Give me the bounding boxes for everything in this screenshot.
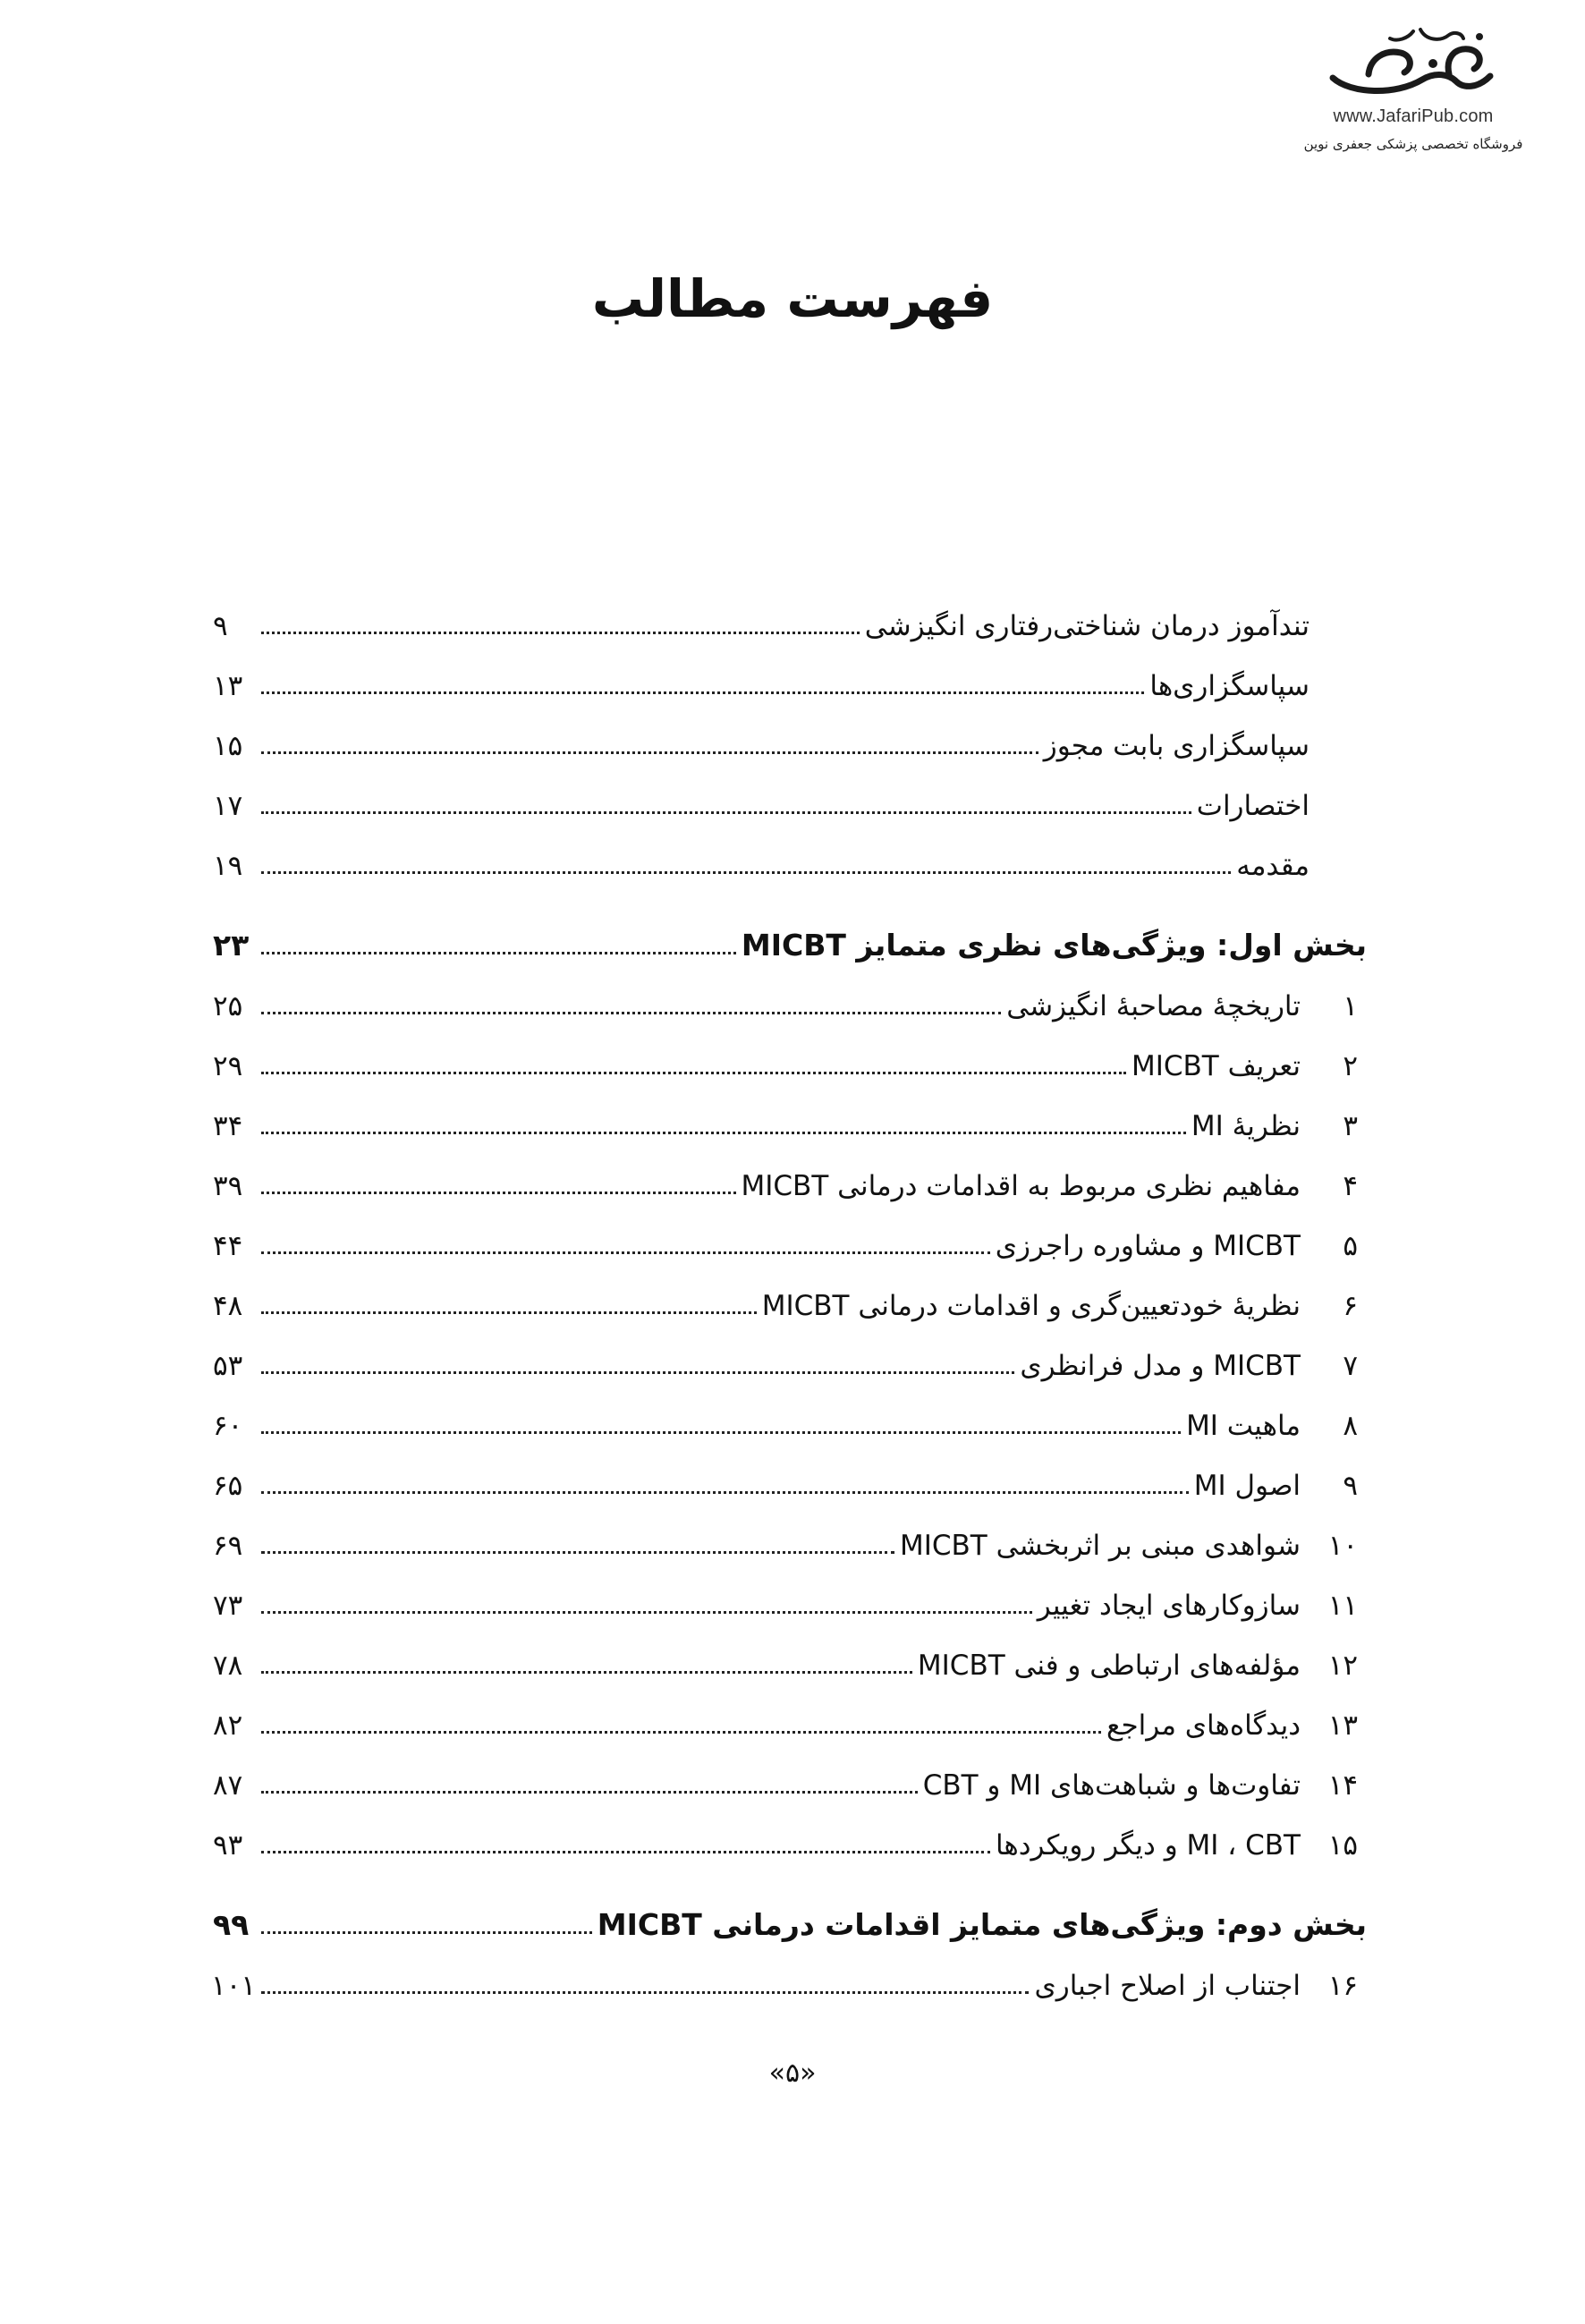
chapter-title: مفاهیم نظری مربوط به اقدامات درمانی MICBT bbox=[741, 1169, 1301, 1202]
toc-chapter[interactable] bbox=[213, 1683, 1367, 1743]
chapter-title: اجتناب از اصلاح اجباری bbox=[1034, 1969, 1301, 2002]
toc-part-title: بخش دوم: ویژگی‌های متمایز اقدامات درمانی MICBT bbox=[597, 1907, 1367, 1943]
toc-entry[interactable] bbox=[213, 643, 1367, 703]
chapter-number: ۱۳ bbox=[1327, 1709, 1358, 1742]
toc-entry-title: سپاسگزاری‌ها bbox=[1149, 669, 1310, 702]
toc-chapter[interactable] bbox=[213, 1503, 1367, 1563]
dot-leader bbox=[261, 1551, 894, 1554]
toc-chapter[interactable] bbox=[213, 1323, 1367, 1383]
toc-chapter[interactable] bbox=[213, 1203, 1367, 1263]
chapter-page: ۶۹ bbox=[213, 1529, 243, 1562]
dot-leader bbox=[261, 1072, 1126, 1074]
dot-leader bbox=[261, 952, 736, 954]
chapter-title: ماهیت MI bbox=[1186, 1409, 1301, 1442]
chapter-number: ۳ bbox=[1343, 1109, 1358, 1142]
chapter-page: ۴۴ bbox=[213, 1229, 243, 1262]
toc-chapter[interactable] bbox=[213, 1802, 1367, 1862]
chapter-page: ۷۸ bbox=[213, 1649, 243, 1682]
dot-leader bbox=[261, 1931, 592, 1934]
chapter-page: ۴۸ bbox=[213, 1289, 243, 1322]
chapter-page: ۶۵ bbox=[213, 1469, 243, 1502]
chapter-number: ۹ bbox=[1343, 1469, 1358, 1502]
chapter-page: ۹۳ bbox=[213, 1828, 243, 1862]
dot-leader bbox=[261, 1371, 1014, 1374]
chapter-page: ۶۰ bbox=[213, 1409, 243, 1442]
toc-entry-title: سپاسگزاری بابت مجوز bbox=[1043, 729, 1310, 762]
dot-leader bbox=[261, 1611, 1032, 1614]
chapter-page: ۵۳ bbox=[213, 1349, 243, 1382]
toc-entry[interactable] bbox=[213, 763, 1367, 823]
chapter-title: MICBT و مشاوره راجرزی bbox=[995, 1229, 1301, 1262]
dot-leader bbox=[261, 1132, 1186, 1134]
chapter-number: ۱۰ bbox=[1327, 1529, 1358, 1562]
chapter-number: ۲ bbox=[1343, 1049, 1358, 1082]
chapter-title: سازوکارهای ایجاد تغییر bbox=[1037, 1589, 1301, 1622]
chapter-title: نظریهٔ خودتعیین‌گری و اقدامات درمانی MICBT bbox=[761, 1289, 1301, 1322]
toc-part-page: ۲۳ bbox=[213, 928, 250, 963]
chapter-page: ۲۵ bbox=[213, 989, 243, 1022]
chapter-number: ۵ bbox=[1343, 1229, 1358, 1262]
chapter-title: دیدگاه‌های مراجع bbox=[1106, 1709, 1301, 1742]
publisher-tagline: فروشگاه تخصصی پزشکی جعفری نوین bbox=[1303, 136, 1523, 152]
chapter-number: ۱ bbox=[1343, 989, 1358, 1022]
page-title: فهرست مطالب bbox=[591, 268, 994, 329]
dot-leader bbox=[261, 751, 1038, 754]
toc-entry-page: ۱۷ bbox=[213, 789, 243, 822]
chapter-page: ۸۷ bbox=[213, 1768, 243, 1802]
dot-leader bbox=[261, 1791, 918, 1794]
toc-part-page: ۹۹ bbox=[213, 1907, 250, 1943]
toc-entry-page: ۱۳ bbox=[213, 669, 243, 702]
chapter-number: ۶ bbox=[1343, 1289, 1358, 1322]
dot-leader bbox=[261, 1731, 1101, 1734]
dot-leader bbox=[261, 1431, 1181, 1434]
chapter-number: ۷ bbox=[1343, 1349, 1358, 1382]
chapter-number: ۱۵ bbox=[1327, 1828, 1358, 1862]
toc-part-heading[interactable] bbox=[213, 1879, 1367, 1943]
chapter-number: ۴ bbox=[1343, 1169, 1358, 1202]
toc-chapter[interactable] bbox=[213, 1383, 1367, 1443]
chapter-page: ۱۰۱ bbox=[211, 1969, 256, 2002]
chapter-title: MI ، CBT و دیگر رویکردها bbox=[995, 1828, 1301, 1862]
publisher-logo bbox=[1279, 22, 1547, 152]
chapter-number: ۱۲ bbox=[1327, 1649, 1358, 1682]
chapter-title: نظریهٔ MI bbox=[1191, 1109, 1301, 1142]
publisher-url: www.JafariPub.com bbox=[1333, 106, 1494, 126]
toc-entry-title: مقدمه bbox=[1236, 849, 1310, 882]
chapter-number: ۱۶ bbox=[1327, 1969, 1358, 2002]
dot-leader bbox=[261, 1671, 912, 1674]
chapter-title: مؤلفه‌های ارتباطی و فنی MICBT bbox=[917, 1649, 1301, 1682]
toc-entry[interactable] bbox=[213, 583, 1367, 643]
toc-part-heading[interactable] bbox=[213, 899, 1367, 963]
toc-chapter[interactable] bbox=[213, 1743, 1367, 1802]
chapter-title: شواهدی مبنی بر اثربخشی MICBT bbox=[899, 1529, 1301, 1562]
dot-leader bbox=[261, 1192, 736, 1194]
chapter-page: ۲۹ bbox=[213, 1049, 243, 1082]
dot-leader bbox=[261, 871, 1231, 874]
dot-leader bbox=[261, 1851, 990, 1853]
chapter-page: ۷۳ bbox=[213, 1589, 243, 1622]
toc-entry-title: تندآموز درمان شناختی‌رفتاری انگیزشی bbox=[864, 609, 1310, 642]
chapter-title: MICBT و مدل فرانظری bbox=[1020, 1349, 1301, 1382]
dot-leader bbox=[261, 1012, 1001, 1014]
chapter-number: ۸ bbox=[1343, 1409, 1358, 1442]
toc-entry-title: اختصارات bbox=[1196, 789, 1310, 822]
dot-leader bbox=[261, 632, 860, 634]
toc-entry[interactable] bbox=[213, 823, 1367, 883]
chapter-page: ۳۴ bbox=[213, 1109, 243, 1142]
toc-chapter[interactable] bbox=[213, 1943, 1367, 2003]
toc-entry-page: ۹ bbox=[213, 609, 228, 642]
table-of-contents bbox=[213, 583, 1367, 2003]
dot-leader bbox=[261, 1251, 990, 1254]
chapter-title: تفاوت‌ها و شباهت‌های MI و CBT bbox=[922, 1768, 1301, 1802]
chapter-title: اصول MI bbox=[1193, 1469, 1301, 1502]
chapter-number: ۱۴ bbox=[1327, 1768, 1358, 1802]
page-number: «۵» bbox=[768, 2057, 817, 2089]
dot-leader bbox=[261, 811, 1191, 814]
toc-chapter[interactable] bbox=[213, 1443, 1367, 1503]
toc-chapter[interactable] bbox=[213, 1263, 1367, 1323]
toc-chapter[interactable] bbox=[213, 1563, 1367, 1623]
publisher-logo-icon bbox=[1315, 22, 1512, 105]
chapter-title: تاریخچهٔ مصاحبهٔ انگیزشی bbox=[1006, 989, 1301, 1022]
chapter-page: ۳۹ bbox=[213, 1169, 243, 1202]
dot-leader bbox=[261, 691, 1144, 694]
chapter-title: تعریف MICBT bbox=[1131, 1049, 1301, 1082]
toc-chapter[interactable] bbox=[213, 1623, 1367, 1683]
toc-chapter[interactable] bbox=[213, 1023, 1367, 1083]
dot-leader bbox=[261, 1991, 1029, 1994]
dot-leader bbox=[261, 1311, 757, 1314]
toc-entry-page: ۱۹ bbox=[213, 849, 243, 882]
toc-chapter[interactable] bbox=[213, 963, 1367, 1023]
chapter-page: ۸۲ bbox=[213, 1709, 243, 1742]
dot-leader bbox=[261, 1491, 1189, 1494]
toc-entry-page: ۱۵ bbox=[213, 729, 243, 762]
toc-chapter[interactable] bbox=[213, 1083, 1367, 1143]
chapter-number: ۱۱ bbox=[1327, 1589, 1358, 1622]
toc-part-title: بخش اول: ویژگی‌های نظری متمایز MICBT bbox=[741, 928, 1367, 963]
toc-chapter[interactable] bbox=[213, 1143, 1367, 1203]
toc-entry[interactable] bbox=[213, 703, 1367, 763]
